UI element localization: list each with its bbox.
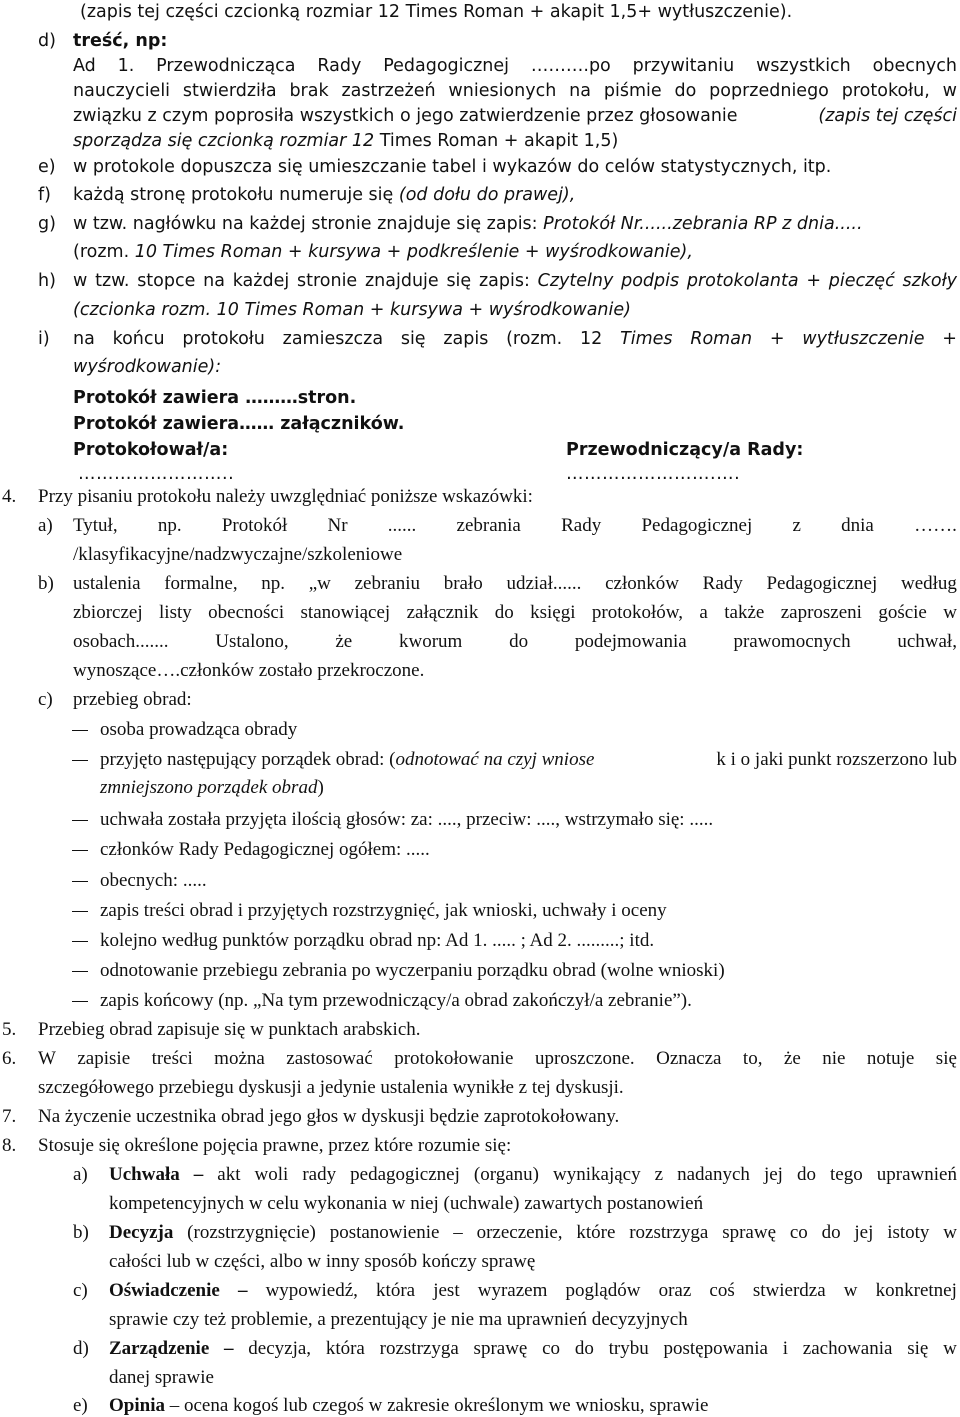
dash-bullet <box>72 760 88 761</box>
word: wniesionych <box>448 81 557 101</box>
word: która <box>376 1280 416 1301</box>
list-item-text <box>73 184 575 206</box>
text-segment: – ocena kogoś lub czegoś w zakresie określonym we wniosku, sprawie <box>169 1395 709 1416</box>
word: się <box>400 329 426 349</box>
word: postępowania <box>663 1338 768 1359</box>
section-number: 5. <box>2 1019 17 1040</box>
section-text <box>38 1048 957 1070</box>
word: stopce <box>137 271 196 291</box>
list-item-text: przebieg obrad: <box>73 689 192 710</box>
dash-bullet <box>72 1001 88 1002</box>
text-segment-italic: (zapis tej części <box>818 106 957 126</box>
definition-continuation: całości lub w części, albo w inny sposób kończy sprawę <box>109 1251 536 1272</box>
word: „w <box>308 573 331 594</box>
word: jej <box>854 1222 874 1243</box>
definition-term: Zarządzenie <box>109 1338 210 1359</box>
section-heading: Przy pisaniu protokołu należy uwzględniać poniższe wskazówki: <box>38 486 533 507</box>
word: zapisie <box>77 1048 131 1069</box>
word: pedagogicznej <box>350 1164 460 1185</box>
word: – <box>193 1164 204 1185</box>
section-text: szczegółowego przebiegu dyskusji a jedynie ustalenia wynikłe z tej dyskusji. <box>38 1077 624 1098</box>
word: orzeczenie, <box>476 1222 563 1243</box>
text-segment: przyjęto następujący porządek obrad: ( <box>100 749 396 770</box>
word: formalne, <box>164 573 238 594</box>
list-marker: e) <box>73 1395 88 1416</box>
word: zaproszeni <box>780 602 862 623</box>
word: uchwał, <box>897 631 957 652</box>
text-segment: (czcionka rozm. <box>73 300 212 320</box>
list-item-text <box>73 213 863 235</box>
word: każdej <box>232 271 290 291</box>
definition-continuation: sprawie czy też problemie, a prezentujący je nie ma uprawnień decyzyjnych <box>109 1309 688 1330</box>
word: się <box>446 271 472 291</box>
text-segment: związku z czym poprosiła wszystkich o jego zatwierdzenie przez głosowanie <box>73 106 738 126</box>
ad1-line-4 <box>73 130 618 152</box>
list-marker: c) <box>73 1280 88 1301</box>
word: protokołu, <box>841 81 930 101</box>
section-number: 7. <box>2 1106 17 1127</box>
word: (organu) <box>473 1164 539 1185</box>
word: obecności <box>208 602 285 623</box>
text-segment: 10 Times Roman + kursywa + wyśrodkowanie) <box>216 300 631 320</box>
list-item-text <box>73 573 957 595</box>
recorder-signature-dots: …………………….. <box>78 464 235 484</box>
word: Rady <box>702 573 743 594</box>
word: zastrzeżeń <box>341 81 436 101</box>
word: pieczęć <box>828 271 895 291</box>
list-marker: i) <box>38 329 50 349</box>
word: zachowania <box>802 1338 893 1359</box>
word: Pedagogicznej <box>383 56 510 76</box>
word: Pedagogicznej <box>641 515 753 536</box>
word: w <box>843 1280 858 1301</box>
word: Rady <box>317 56 362 76</box>
word: zapis: <box>478 271 530 291</box>
word: że <box>335 631 353 652</box>
section-heading: treść, np: <box>73 31 168 51</box>
signature-block-attachments: Protokół zawiera…… załączników. <box>73 414 405 434</box>
word: stanowiącej <box>300 602 391 623</box>
word: w <box>73 271 88 291</box>
word: ustalenia <box>73 573 141 594</box>
word: postanowienie <box>329 1222 440 1243</box>
word: zapis <box>443 329 489 349</box>
text-segment: Times Roman + akapit 1,5) <box>379 131 619 151</box>
intro-line: (zapis tej części czcionką rozmiar 12 Times Roman + akapit 1,5+ wytłuszczenie). <box>80 2 793 22</box>
list-marker: g) <box>38 214 56 234</box>
sub-item: zapis końcowy (np. „Na tym przewodniczący/a obrad zakończył/a zebranie”). <box>100 990 692 1011</box>
word: przywitaniu <box>632 56 735 76</box>
list-item-text <box>73 515 957 537</box>
definition-line <box>109 1338 957 1360</box>
word: Roman <box>690 329 753 349</box>
word: do <box>796 1164 816 1185</box>
definition-term: Uchwała <box>109 1164 180 1185</box>
sub-item <box>100 749 957 771</box>
word: Tytuł, <box>73 515 118 536</box>
word: – <box>224 1338 234 1359</box>
text-segment: k i o jaki punkt rozszerzono lub <box>716 749 957 770</box>
word: piśmie <box>603 81 662 101</box>
word: poprzedniego <box>709 81 829 101</box>
list-marker: a) <box>73 1164 88 1185</box>
word: zbiorczej <box>73 602 143 623</box>
word: 12 <box>580 329 603 349</box>
word: co <box>789 1222 808 1243</box>
word: można <box>214 1048 265 1069</box>
word: Rady <box>561 515 602 536</box>
text-segment-italic: Protokół Nr......zebrania RP z dnia..... <box>543 214 863 234</box>
word: decyzja, <box>248 1338 312 1359</box>
word: trybu <box>608 1338 649 1359</box>
dash-bullet <box>72 971 88 972</box>
word: że <box>783 1048 801 1069</box>
word: według <box>900 573 957 594</box>
word: W <box>38 1048 56 1069</box>
text-segment: (rozm. <box>73 242 130 262</box>
word: sprawę <box>722 1222 776 1243</box>
word: + <box>806 271 821 291</box>
word: istoty <box>887 1222 930 1243</box>
word: w <box>943 602 957 623</box>
word: nadanych <box>677 1164 750 1185</box>
definition-continuation: danej sprawie <box>109 1367 214 1388</box>
word: wyrazem <box>477 1280 548 1301</box>
word: tzw. <box>95 271 130 291</box>
word: + <box>942 329 957 349</box>
word: szkoły <box>902 271 957 291</box>
word: w <box>943 1222 957 1243</box>
word: także <box>724 602 765 623</box>
chair-label: Przewodniczący/a Rady: <box>566 440 804 460</box>
word: które <box>576 1222 616 1243</box>
word: wytłuszczenie <box>802 329 925 349</box>
list-marker: b) <box>73 1222 89 1243</box>
word: akt <box>217 1164 241 1185</box>
sub-item: obecnych: ..... <box>100 870 207 891</box>
word: znajduje <box>364 271 439 291</box>
word: do <box>574 1338 594 1359</box>
section-number: 4. <box>2 486 17 507</box>
definition-line <box>109 1395 708 1417</box>
list-item-text <box>73 328 957 350</box>
chair-signature-dots: …………………….…. <box>566 464 741 484</box>
word: Oznacza <box>656 1048 722 1069</box>
definition-term: Decyzja <box>109 1222 174 1243</box>
word: w <box>942 81 957 101</box>
list-item-text: wyśrodkowanie): <box>73 357 222 377</box>
word: treści <box>151 1048 193 1069</box>
word: na <box>203 271 225 291</box>
word: ……. <box>914 515 957 536</box>
word: – <box>237 1280 248 1301</box>
list-marker: e) <box>38 157 56 177</box>
dash-bullet <box>72 730 88 731</box>
definition-term: Oświadczenie <box>109 1280 220 1301</box>
word: ……….po <box>530 56 611 76</box>
word: osobach....... <box>73 631 169 652</box>
list-marker: f) <box>38 185 51 205</box>
list-item-text: w protokole dopuszcza się umieszczanie tabel i wykazów do celów statystycznych, itp. <box>73 157 832 177</box>
definition-line <box>109 1164 957 1186</box>
word: wynikający <box>553 1164 641 1185</box>
dash-bullet <box>72 820 88 821</box>
word: Nr <box>327 515 348 536</box>
word: uproszczone. <box>534 1048 635 1069</box>
list-item-text <box>73 241 693 263</box>
word: zebraniu <box>354 573 420 594</box>
word: podejmowania <box>574 631 687 652</box>
sub-item: osoba prowadząca obrady <box>100 719 298 740</box>
word: kworum <box>399 631 463 652</box>
sub-item: członków Rady Pedagogicznej ogółem: ..... <box>100 839 430 860</box>
word: się <box>935 1048 957 1069</box>
word: konkretnej <box>875 1280 957 1301</box>
word: coś <box>709 1280 735 1301</box>
word: wszystkich <box>756 56 851 76</box>
sub-item: uchwała została przyjęta ilością głosów: za: ...., przeciw: ...., wstrzymało się: ..... <box>100 809 714 830</box>
sub-item: odnotowanie przebiegu zebrania po wyczerpaniu porządku obrad (wolne wnioski) <box>100 960 725 981</box>
word: co <box>542 1338 561 1359</box>
section-number: 8. <box>2 1135 17 1156</box>
word: do <box>509 631 529 652</box>
word: nie <box>822 1048 846 1069</box>
dash-bullet <box>72 941 88 942</box>
word: stwierdziła <box>182 81 277 101</box>
word: listy <box>159 602 192 623</box>
word: która <box>325 1338 365 1359</box>
word: załącznik <box>406 602 479 623</box>
word: Protokół <box>221 515 288 536</box>
section-heading: Stosuje się określone pojęcia prawne, przez które rozumie się: <box>38 1135 512 1156</box>
word: na <box>73 329 95 349</box>
text-segment-italic: 10 Times Roman + kursywa + podkreślenie + wyśrodkowanie), <box>134 242 693 262</box>
word: protokołowanie <box>394 1048 514 1069</box>
word: rozstrzyga <box>629 1222 709 1243</box>
word: oraz <box>658 1280 692 1301</box>
word: z <box>654 1164 664 1185</box>
ad1-line-1 <box>73 55 957 77</box>
signature-block-pages: Protokół zawiera ………stron. <box>73 388 357 408</box>
word: protokołów, <box>591 602 684 623</box>
text-segment: ) <box>317 777 324 798</box>
list-marker: c) <box>38 689 53 710</box>
word: brało <box>443 573 483 594</box>
text-segment-italic: zmniejszono porządek obrad <box>100 777 318 798</box>
word: protokolanta <box>686 271 799 291</box>
sub-item: zapis treści obrad i przyjętych rozstrzygnięć, jak wnioski, uchwały i oceny <box>100 900 667 921</box>
word: członków <box>605 573 679 594</box>
list-item-text <box>73 631 957 653</box>
word: ...... <box>387 515 417 536</box>
text-segment-italic: (od dołu do prawej), <box>398 185 576 205</box>
word: brak <box>289 81 329 101</box>
word: np. <box>157 515 182 536</box>
word: to, <box>742 1048 763 1069</box>
definition-term: Opinia <box>109 1395 165 1416</box>
word: rozstrzyga <box>379 1338 459 1359</box>
word: podpis <box>621 271 680 291</box>
word: zastosować <box>286 1048 373 1069</box>
definition-continuation: kompetencyjnych w celu wykonania w niej (uchwale) zawartych postanowień <box>109 1193 704 1214</box>
word: a <box>699 602 708 623</box>
word: (rozstrzygnięcie) <box>187 1222 316 1243</box>
section-text: Na życzenie uczestnika obrad jego głos w dyskusji będzie zaprotokołowany. <box>38 1106 620 1127</box>
word: z <box>792 515 801 536</box>
word: księgi <box>530 602 576 623</box>
word: obecnych <box>872 56 957 76</box>
list-marker: h) <box>38 271 56 291</box>
word: Czytelny <box>537 271 614 291</box>
word: wypowiedź, <box>265 1280 358 1301</box>
word: i <box>782 1338 788 1359</box>
word: uprawnień <box>876 1164 957 1185</box>
definition-line <box>109 1280 957 1302</box>
list-item-text <box>73 270 957 292</box>
word: się <box>907 1338 929 1359</box>
ad1-line-3 <box>73 105 957 127</box>
word: dnia <box>841 515 874 536</box>
list-item-text <box>73 602 957 624</box>
dash-bullet <box>72 881 88 882</box>
word: np. <box>261 573 286 594</box>
word: zamieszcza <box>282 329 384 349</box>
word: goście <box>878 602 927 623</box>
dash-bullet <box>72 850 88 851</box>
list-item-text <box>73 299 631 321</box>
word: na <box>569 81 591 101</box>
section-number: 6. <box>2 1048 17 1069</box>
word: tego <box>830 1164 863 1185</box>
list-marker: d) <box>38 31 56 51</box>
word: nauczycieli <box>73 81 171 101</box>
word: woli <box>254 1164 289 1185</box>
word: jest <box>433 1280 460 1301</box>
text-segment-italic: sporządza się czcionką rozmiar 12 <box>73 131 375 151</box>
section-text: Przebieg obrad zapisuje się w punktach arabskich. <box>38 1019 421 1040</box>
list-item-text: /klasyfikacyjne/nadzwyczajne/szkoleniowe <box>73 544 403 565</box>
word: w <box>943 1338 957 1359</box>
word: Przewodnicząca <box>156 56 296 76</box>
text-segment: w tzw. nagłówku na każdej stronie znajduje się zapis: <box>73 214 538 234</box>
sub-item-continuation <box>100 777 324 799</box>
word: Ustalono, <box>215 631 289 652</box>
text-segment-italic: odnotować na czyj wniose <box>395 749 595 770</box>
definition-line <box>109 1222 957 1244</box>
dash-bullet <box>72 911 88 912</box>
list-marker: b) <box>38 573 54 594</box>
word: jej <box>763 1164 783 1185</box>
word: protokołu <box>182 329 265 349</box>
sub-item: kolejno według punktów porządku obrad np: Ad 1. ..... ; Ad 2. .........; itd. <box>100 930 655 951</box>
word: (rozm. <box>506 329 563 349</box>
word: zebrania <box>456 515 521 536</box>
word: Pedagogicznej <box>766 573 878 594</box>
word: do <box>821 1222 841 1243</box>
word: Times <box>620 329 673 349</box>
list-marker: d) <box>73 1338 89 1359</box>
word: rady <box>302 1164 337 1185</box>
list-item-text: wynoszące….członków zostało przekroczone. <box>73 660 425 681</box>
word: stronie <box>296 271 358 291</box>
word: końcu <box>112 329 165 349</box>
ad1-line-2 <box>73 80 957 102</box>
word: Ad <box>73 56 96 76</box>
word: sprawę <box>473 1338 528 1359</box>
word: stwierdza <box>752 1280 826 1301</box>
word: prawomocnych <box>733 631 851 652</box>
word: udział...... <box>506 573 582 594</box>
word: notuje <box>866 1048 915 1069</box>
word: – <box>453 1222 463 1243</box>
word: 1. <box>117 56 135 76</box>
recorder-label: Protokołował/a: <box>73 440 229 460</box>
word: poglądów <box>565 1280 641 1301</box>
list-marker: a) <box>38 515 53 536</box>
text-segment: każdą stronę protokołu numeruje się <box>73 185 394 205</box>
word: do <box>494 602 514 623</box>
word: do <box>674 81 697 101</box>
word: + <box>769 329 785 349</box>
